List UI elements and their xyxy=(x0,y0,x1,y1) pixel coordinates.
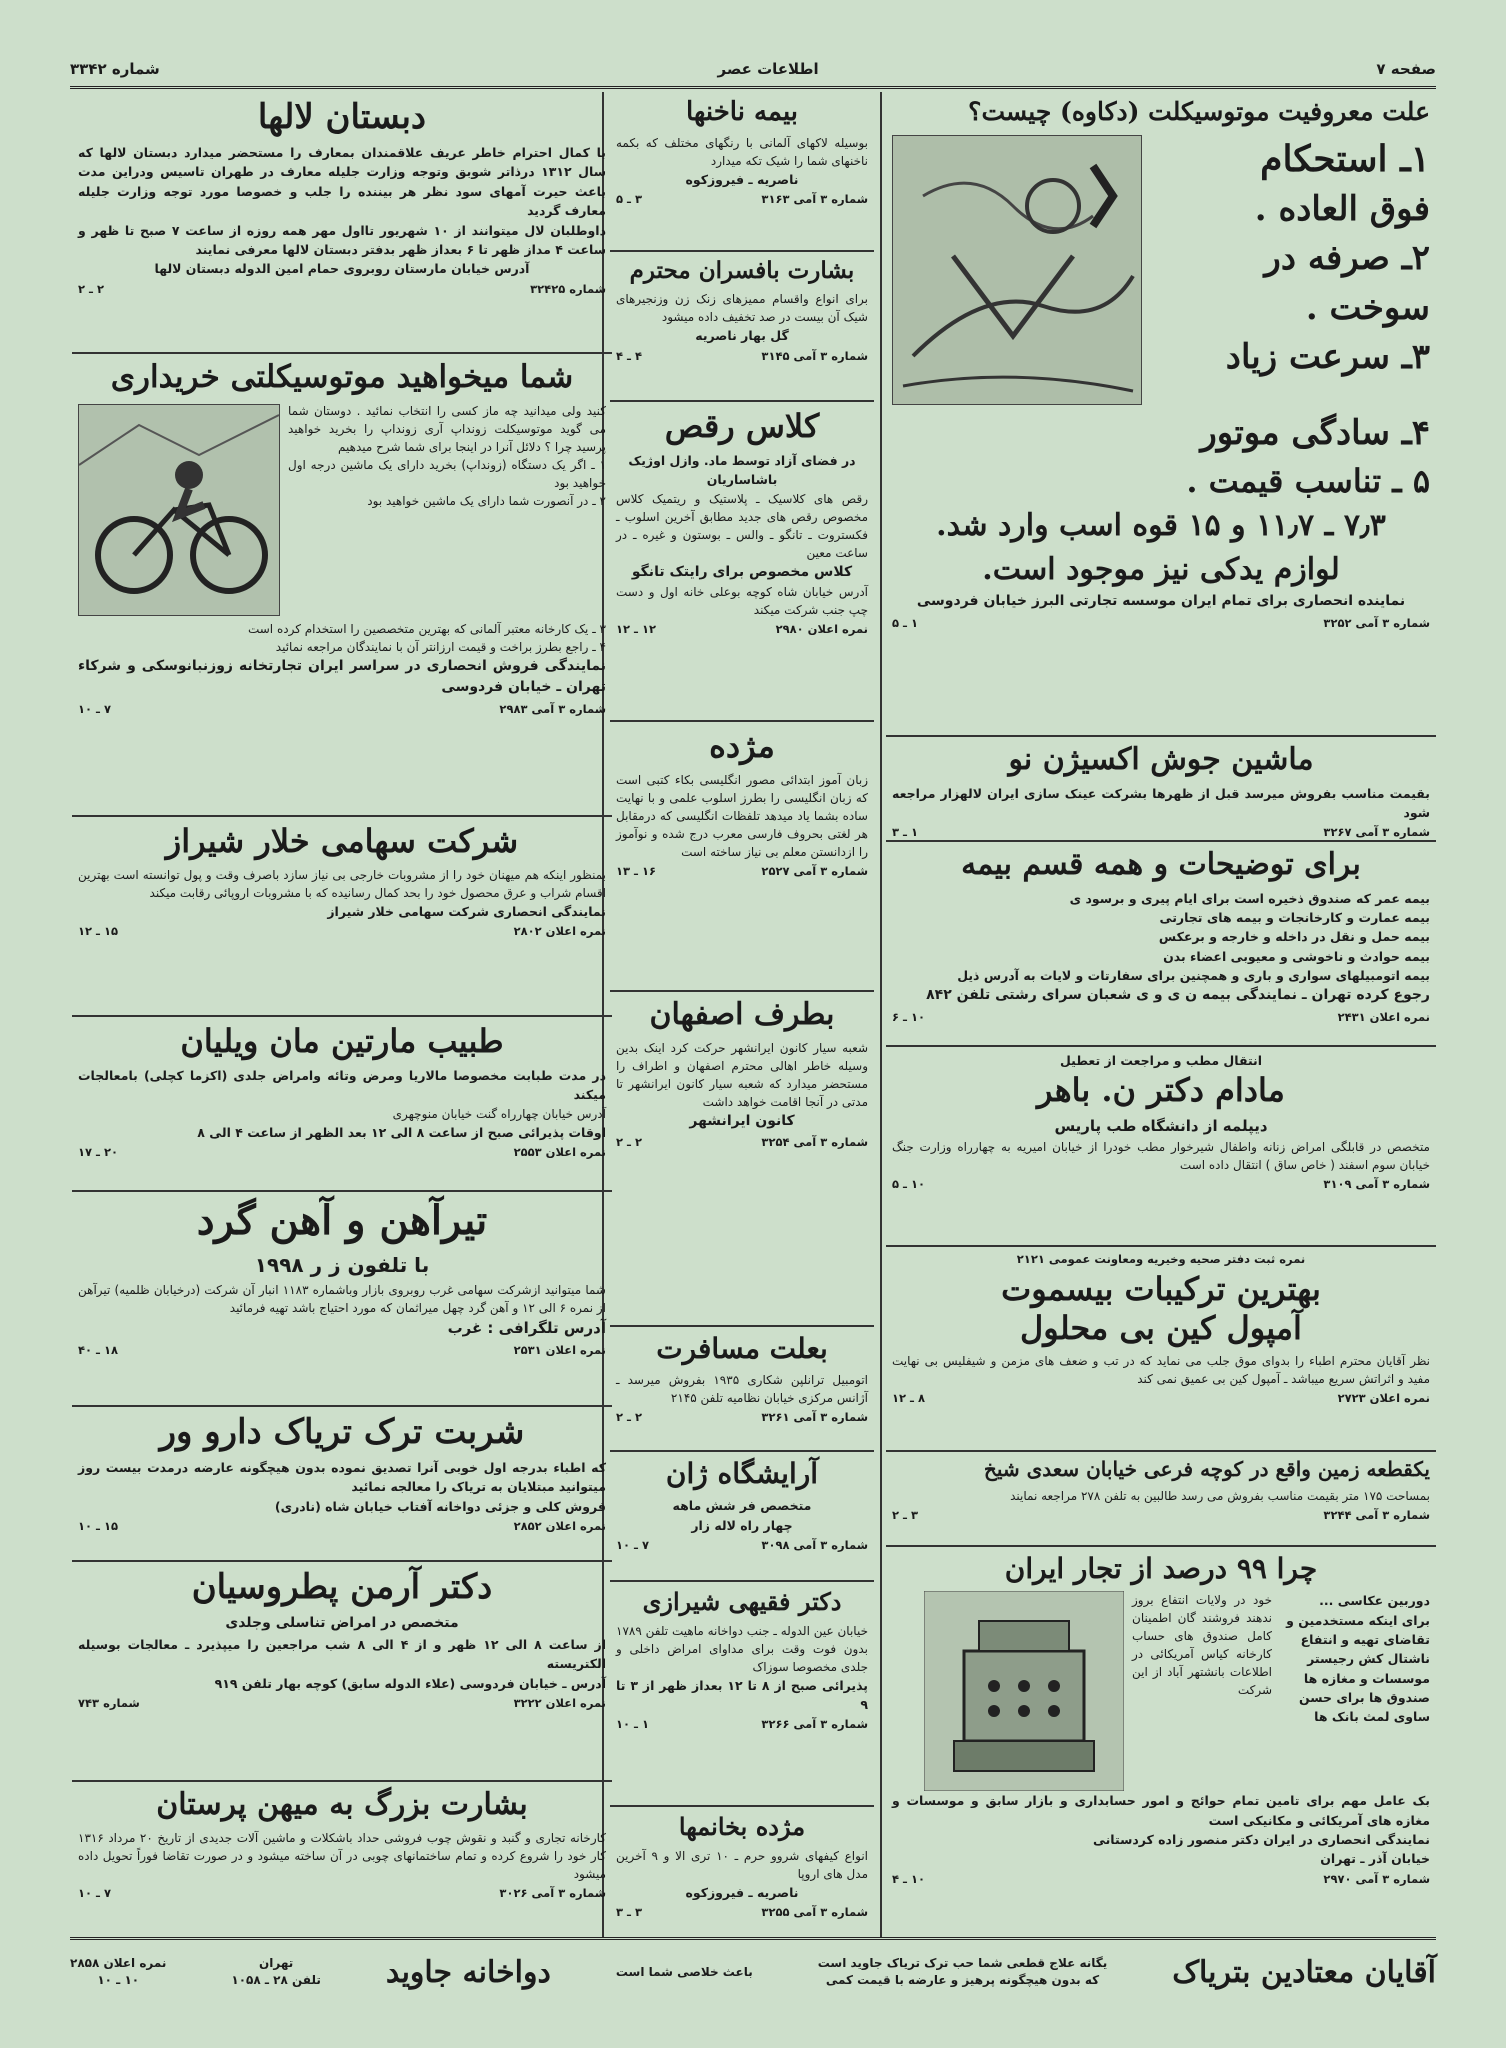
ad-footer xyxy=(616,864,868,878)
ad-number: نمره اعلان ۲۵۳۱ xyxy=(513,1343,606,1358)
ad-officers xyxy=(610,252,874,402)
ad-footer xyxy=(616,1905,868,1919)
ad-code: ۳ ـ ۲ xyxy=(892,1508,919,1522)
feature-line: ۲ـ صرفه در xyxy=(1264,238,1430,279)
ad-number: نمره اعلان ۲۷۲۳ xyxy=(1337,1391,1430,1406)
reason-item: ۳ ـ یک کارخانه معتبر آلمانی که بهترین متخصصین را استخدام کرده است xyxy=(247,621,606,636)
ad-dr-martin xyxy=(72,1017,612,1192)
address-line: آدرس ـ خیابان فردوسی (علاء الدوله سابق) کوچه بهار تلفن ۹۱۹ xyxy=(214,1675,606,1691)
ad-code: ۳ ـ ۳ xyxy=(616,1904,643,1919)
ad-number: شماره ۳ آمی ۳۰۲۶ xyxy=(499,1885,606,1900)
column-rule xyxy=(880,92,882,1938)
ad-title: چرا ۹۹ درصد از تجار ایران xyxy=(1004,1552,1318,1585)
ad-footer xyxy=(616,1410,868,1424)
ad-footer xyxy=(78,1696,606,1710)
ad-code: ۱۶ ـ ۱۳ xyxy=(616,863,657,878)
ad-code: ۴ ـ ۴ xyxy=(616,348,643,363)
ad-text: کارخانه تجاری و گنبد و نقوش چوب فروشی حداد باشکلات و ماشین آلات جدیدی از تاریخ ۲۰ مرداد ۱۳۱۶ کار خود را شروع کرده و تمام ساختمانهای چوبی در آن ساخته میشود و در صورت تقاضا فوراً تحویل داده میشود xyxy=(78,1830,606,1881)
ad-footer xyxy=(78,1145,606,1159)
address-line: گل بهار ناصریه xyxy=(695,328,789,344)
ad-text: بوسیله لاکهای آلمانی با رنگهای مختلف که بکمه ناخنهای شما را شیک تکه میدارد xyxy=(616,135,868,168)
ad-number: شماره ۳ آمی ۳۱۰۹ xyxy=(1323,1177,1430,1192)
ad-code: ۱۰ ـ ۶ xyxy=(892,1010,926,1025)
ad-title: بشارت بافسران محترم xyxy=(629,257,855,284)
feature-line: ۱ـ استحکام xyxy=(1260,137,1430,180)
ad-title: یکقطعه زمین واقع در کوچه فرعی خیابان سعدی شیخ xyxy=(983,1457,1430,1481)
ad-title: بشارت بزرگ به میهن پرستان xyxy=(156,1787,528,1822)
reason-item: ۲ ـ در آنصورت شما دارای یک ماشین خواهید بود xyxy=(367,493,606,508)
newspaper-name: اطلاعات عصر xyxy=(717,60,819,78)
side-line: صندوق ها برای حسن xyxy=(1299,1690,1430,1706)
reason-item: ۴ ـ راجع بطرز براخت و قیمت ارزانتر آن با نمایندگان مراجعه نمائید xyxy=(275,639,606,654)
ad-footer xyxy=(892,825,1430,839)
address-line: آدرس خیابان شاه کوچه بوعلی خانه اول و دست چپ جنب شرکت میکند xyxy=(616,585,868,618)
ad-footer xyxy=(78,702,606,716)
ad-number: نمره اعلان ۲۴۳۱ xyxy=(1337,1010,1430,1025)
ad-number: شماره ۳ آمی ۲۵۲۷ xyxy=(761,863,868,878)
ad-text: بقیمت مناسب بفروش میرسد قبل از ظهرها بشرکت عینک سازی ایران لالهزار مراجعه شود xyxy=(892,785,1430,820)
ad-note: نمره ثبت دفتر صحیه وخیریه ومعاونت عمومی ۲۱۲۱ xyxy=(1016,1252,1306,1266)
ad-footer xyxy=(78,282,606,296)
ad-bismuth xyxy=(886,1247,1436,1452)
insurance-item: بیمه اتومبیلهای سواری و باری و همچنین برای سفارتات و لایات به آدرس ذیل xyxy=(957,968,1430,983)
ad-motorcycle-dakaveh xyxy=(886,92,1436,737)
page-header xyxy=(70,52,1436,89)
ad-iron-beams xyxy=(72,1192,612,1407)
ad-lala-school xyxy=(72,92,612,354)
ad-number: شماره ۳ آمی ۳۲۵۵ xyxy=(761,1904,868,1919)
banner-middle xyxy=(818,1955,1108,1989)
ad-title: دبستان لالها xyxy=(257,97,427,137)
ad-text: متخصص در قابلگی امراض زنانه واطفال شیرخوار مطب خودرا از خیابان امیریه به چهارراه وزارت جنگ خیابان سوم اسفند ( خاص ساق ) انتقال داده است xyxy=(892,1140,1430,1173)
ad-isfahan xyxy=(610,992,874,1327)
reason-item: ۱ ـ اگر یک دستگاه (زونداپ) بخرید دارای یک ماشین درجه اول خواهید بود xyxy=(288,457,606,490)
ad-footer xyxy=(892,1508,1430,1522)
feature-line: سوخت . xyxy=(1305,287,1430,328)
ad-code: ۳ ـ ۵ xyxy=(616,192,643,207)
insurance-item: بیمه حمل و نقل در داخله و خارجه و برعکس xyxy=(1158,929,1430,945)
bottom-banner-ad xyxy=(70,1937,1436,2004)
ad-welding-machine xyxy=(886,737,1436,842)
ad-title: بطرف اصفهان xyxy=(649,997,835,1032)
ad-text: از ساعت ۸ الی ۱۲ ظهر و از ۴ الی ۸ شب مراجعین را میپذیرد ـ معالجات بوسیله الکتریسته xyxy=(78,1636,606,1672)
feature-line: ۳ـ سرعت زیاد xyxy=(1225,336,1430,377)
ad-title-secondary: آمپول کین بی محلول xyxy=(1020,1308,1302,1347)
address-line: ناصریه ـ فیروزکوه xyxy=(685,1884,799,1900)
ad-title: طبیب مارتین مان ویلیان xyxy=(180,1022,504,1060)
ad-footer xyxy=(616,1135,868,1149)
ad-zundapp xyxy=(72,354,612,817)
rider-illustration xyxy=(892,135,1142,405)
side-line: موسسات و مغازه ها xyxy=(1303,1670,1430,1686)
ad-code: شماره ۷۴۳ xyxy=(78,1695,140,1710)
ad-number: شماره ۳ آمی ۳۰۹۸ xyxy=(761,1537,868,1552)
ad-code: ۲۰ ـ ۱۷ xyxy=(78,1144,119,1159)
ad-number: شماره ۳ آمی ۳۲۶۷ xyxy=(1323,825,1430,840)
ad-number: شماره ۳ آمی ۳۲۵۲ xyxy=(1323,616,1430,631)
ad-cash-register xyxy=(886,1547,1436,1938)
ad-code: ۷ ـ ۱۰ xyxy=(78,1885,112,1900)
column-middle xyxy=(610,92,874,1938)
ad-dr-armen xyxy=(72,1562,612,1782)
ad-text: با کمال احترام خاطر عریف علاقمندان بمعارف را مستحضر میدارد دبستان لالها که سال ۱۳۱۲ درذاتر شوبق وتوجه وزارت جلیله معارف در طهران تاسیس ودراین مدت باعث حیرت آمهای سود نظر هر بیننده را جلب و خصوصا مورد توجه وزارت جلیله معارف گردید xyxy=(78,145,607,219)
ad-opium-syrup xyxy=(72,1407,612,1562)
ad-title: برای توضیحات و همه قسم بیمه xyxy=(961,847,1361,882)
banner-headline: آقایان معتادین بتریاک xyxy=(1172,1954,1436,1990)
pharmacy-contact xyxy=(231,1955,320,1989)
ad-ladies xyxy=(610,1807,874,1938)
ad-code: ۱ ـ ۵ xyxy=(892,616,919,631)
ad-text: بمساحت ۱۷۵ متر بقیمت مناسب بفروش می رسد طالبین به تلفن ۲۷۸ مراجعه نمایند xyxy=(1010,1489,1430,1503)
ad-note: انتقال مطب و مراجعت از تعطیل xyxy=(1059,1053,1263,1068)
ad-text: شعبه سیار کانون ایرانشهر حرکت کرد اینک بدین وسیله خاطر اهالی محترم اصفهان و اطراف را مستحضر میدارد که شعبه سیار کانون ایرانشهر تا مدتی در آنجا اقامت خواهد داشت xyxy=(616,1040,868,1109)
ad-salon-jean xyxy=(610,1452,874,1582)
ad-title: بعلت مسافرت xyxy=(656,1332,828,1365)
banner-text: یگانه علاج قطعی شما حب ترک تریاک جاوید است xyxy=(817,1956,1108,1971)
agent-line: نمایندگی فروش انحصاری در سراسر ایران تجارتخانه زوزنبانوسکی و شرکاء تهران ـ خیابان فردوسی xyxy=(78,657,606,696)
ad-title: مژده xyxy=(709,727,775,765)
ad-footer xyxy=(616,1538,868,1552)
phone-line: با تلفون ز ر ۱۹۹۸ xyxy=(254,1253,430,1277)
ad-code: ۱۵ ـ ۱۲ xyxy=(78,924,119,939)
contact-line: رجوع کرده تهران ـ نمایندگی بیمه ن ی و ی شعبان سرای رشتی تلفن ۸۴۲ xyxy=(926,987,1430,1004)
ad-code: ۱۲ ـ ۱۲ xyxy=(616,622,657,637)
column-left xyxy=(72,92,612,1938)
ad-footer xyxy=(78,1343,606,1357)
ad-footer xyxy=(892,1872,1430,1886)
ad-number: نمره اعلان ۲۹۸۰ xyxy=(775,622,868,637)
address-line: آدرس خیابان چهارراه گنت خیابان منوچهری xyxy=(392,1106,606,1121)
ad-footer xyxy=(78,924,606,938)
ad-text: نظر آقایان محترم اطباء را بدوای موق جلب می نماید که در تب و ضعف های مزمن و شیفلیس بی نهایت مفید و اثراتش سریع میباشد ـ آمپول کین بی عمیق نمی کند xyxy=(892,1354,1430,1387)
banner-text: که بدون هیچگونه پرهیز و عارضه با قیمت کمی xyxy=(825,1973,1100,1987)
ad-number: نمره اعلان ۲۸۵۸ xyxy=(70,1956,167,1971)
pharmacy-name: دواخانه جاوید xyxy=(385,1954,551,1990)
ad-khollar-wine xyxy=(72,817,612,1017)
ad-text: متخصص فر شش ماهه xyxy=(672,1498,812,1514)
ad-title: کلاس رقص xyxy=(664,407,820,445)
ad-title: ماشین جوش اکسیژن نو xyxy=(1008,742,1314,777)
ad-number: شماره ۳ آمی ۳۱۶۳ xyxy=(761,192,868,207)
ad-text: کنید ولی میدانید چه ماز کسی را انتخاب نمائید . دوستان شما می گوید موتوسیکلت زونداپ آری زونداپ را بخرید خواهید پرسید چرا ؟ دلائل آنرا در اینجا برای شما شرح میدهیم xyxy=(288,403,606,454)
ad-code: ۱۵ ـ ۱۰ xyxy=(78,1519,119,1534)
side-line: ساوی لمث بانک ها xyxy=(1314,1709,1430,1725)
feature-line: ۴ـ سادگی موتور xyxy=(1200,412,1430,453)
ad-text-secondary: بک عامل مهم برای تامین تمام حوائج و امور حسابداری و بازار سابق و موسسات و مغازه های آمریکائی و مکانیکی است xyxy=(892,1793,1430,1828)
ad-text: بمنظور اینکه هم میهنان خود را از مشروبات خارجی بی نیاز سازد باصرف وقت و پول توانسته است بهترین اقسام شراب و عرق محصول خود را بحد کمال رسانیده که با مشروبات اروپائی رقابت میکند xyxy=(78,867,606,900)
ad-land xyxy=(886,1452,1436,1547)
ad-footer xyxy=(78,1886,606,1900)
ad-nails xyxy=(610,92,874,252)
ad-subtitle: متخصص در امراض تناسلی وجلدی xyxy=(225,1615,459,1632)
ad-footer xyxy=(892,1010,1430,1024)
agent-line: نمایندگی انحصاری در ایران دکتر منصور زاده کردستانی xyxy=(1092,1831,1430,1847)
ad-number: نمره اعلان ۳۲۲۲ xyxy=(513,1695,606,1710)
ad-code: ۱۰ ـ ۱۰ xyxy=(97,1973,140,1987)
ad-good-news-patriots xyxy=(72,1782,612,1938)
banner-footer xyxy=(70,1955,166,1989)
phone: تلفن ۲۸ ـ ۱۰۵۸ xyxy=(231,1973,321,1987)
ad-text: برای انواع واقسام ممیزهای زنک زن وزنجیرهای شیک آن بیست در صد تخفیف داده میشود xyxy=(616,292,868,325)
ad-travel xyxy=(610,1327,874,1452)
ad-subtitle: دیپلمه از دانشگاه طب پاریس xyxy=(1054,1117,1268,1136)
ad-text: خیابان عین الدوله ـ جنب دواخانه ماهیت تلفن ۱۷۸۹ بدون فوت وقت برای مداوای امراض داخلی و جلدی مخصوصا سوزاک xyxy=(616,1623,868,1674)
ad-text: انواع کیفهای شروو حرم ـ ۱۰ تری الا و ۹ آخرین مدل های اروپا xyxy=(616,1848,868,1881)
ad-side-list xyxy=(1280,1591,1430,1791)
feature-line: فوق العاده . xyxy=(1254,188,1430,229)
ad-title: مژده بخانمها xyxy=(678,1812,806,1841)
ad-text: زبان آموز ابتدائی مصور انگلیسی بکاء کتبی است که زبان انگلیسی را بطرز اسلوب علمی و با نهایت ساده بشما یاد میدهد تلفظات انگلیسی که درمقابل هر لغتی بحروف فارسی معرب درج شده و نوآموز را ازدانستن معلم بی نیاز ساخته است xyxy=(616,772,868,859)
ad-footer xyxy=(78,1519,606,1533)
ad-code: ۲ ـ ۲ xyxy=(616,1135,643,1150)
ad-madam-baher xyxy=(886,1047,1436,1247)
address-line: ناصریه ـ فیروزکوه xyxy=(685,171,799,187)
ad-code: ۲ ـ ۲ xyxy=(78,281,105,296)
ad-title: تیرآهن و آهن گرد xyxy=(196,1197,488,1244)
ad-number: نمره اعلان ۲۵۵۳ xyxy=(513,1144,606,1159)
ad-number: شماره ۳ آمی ۳۲۶۱ xyxy=(761,1410,868,1425)
ad-number: نمره اعلان ۲۸۰۲ xyxy=(513,924,606,939)
side-line: تقاضای تهیه و انتفاع xyxy=(1300,1631,1430,1647)
ad-signature: کانون ایرانشهر xyxy=(689,1112,795,1129)
ad-footer xyxy=(892,1177,1430,1191)
ad-text: که اطباء بدرجه اول خوبی آنرا تصدیق نموده بدون هیچگونه عارضه درمدت بیست روز میتوانید مبتلایان به تریاک را معالجه نمائید xyxy=(78,1460,606,1495)
address-line: خیابان آذر ـ تهران xyxy=(1320,1851,1430,1867)
ad-number: شماره ۳ آمی ۳۲۴۴ xyxy=(1323,1508,1430,1522)
ad-title: دکتر آرمن پطروسیان xyxy=(191,1567,493,1607)
ad-code: ۱۸ ـ ۴۰ xyxy=(78,1343,119,1358)
ad-title: بیمه ناخنها xyxy=(685,97,799,127)
column-right xyxy=(886,92,1436,1938)
ad-title: آرایشگاه ژان xyxy=(665,1457,819,1490)
ad-title: شما میخواهید موتوسیکلتی خریداری xyxy=(110,359,574,395)
ad-dance-class xyxy=(610,402,874,722)
ad-number: شماره ۳ آمی ۳۲۵۴ xyxy=(761,1135,868,1150)
ad-code: ۲ ـ ۲ xyxy=(616,1410,643,1425)
address-line: چهار راه لاله زار xyxy=(691,1517,793,1533)
ad-code: ۱ ـ ۳ xyxy=(892,825,919,840)
banner-text: باعث خلاصی شما است xyxy=(615,1964,753,1979)
insurance-item: بیمه عمر که صندوق ذخیره است برای ایام پیری و برسود ی xyxy=(1069,890,1430,906)
ad-footer xyxy=(892,616,1430,630)
ad-footer xyxy=(616,192,868,206)
ad-text: شما میتوانید ازشرکت سهامی غرب روبروی بازار وباشماره ۱۱۸۳ انبار آن شرکت (درخیابان ظلمیه) تیرآهن از نمره ۶ الی ۱۲ و آهن گرد چهل میراثمان که مورد احتیاج باشد تهیه فرمائید xyxy=(78,1283,606,1315)
hours-line: پذیرائی صبح از ۸ تا ۱۲ بعداز ظهر از ۳ تا ۹ xyxy=(616,1677,868,1712)
ad-code: ۷ ـ ۱۰ xyxy=(616,1537,650,1552)
hours-line: اوقات پذیرائی صبح از ساعت ۸ الی ۱۲ بعد الظهر از ساعت ۴ الی ۸ xyxy=(197,1124,606,1140)
ad-code: ۷ ـ ۱۰ xyxy=(78,702,112,717)
ad-title: شربت ترک تریاک دارو ور xyxy=(159,1412,525,1452)
ad-text: خود در ولایات انتفاع بروز ندهند فروشند گان اطمینان کامل صندوق های حساب کارخانه کیاس آمریکائی در اطلاعات بانشتهر آباد از این شرکت xyxy=(1132,1593,1272,1698)
ad-insurance xyxy=(886,842,1436,1047)
issue-number: شماره ۳۳۴۲ xyxy=(70,60,160,78)
side-line: برای اینکه مستخدمین و xyxy=(1286,1612,1430,1628)
side-line: ناشتال کش رجیستر xyxy=(1307,1651,1430,1667)
ad-code: ۱ ـ ۱۰ xyxy=(616,1717,650,1732)
ad-code: ۱۰ ـ ۵ xyxy=(892,1177,926,1192)
motorcycle-illustration xyxy=(78,404,280,616)
ad-title: مادام دکتر ن. باهر xyxy=(1037,1071,1285,1110)
ad-footer xyxy=(616,1717,868,1731)
insurance-item: بیمه حوادث و ناخوشی و معیوبی اعضاء بدن xyxy=(1163,948,1430,964)
hp-line: ۷٫۳ ـ ۱۱٫۷ و ۱۵ قوه اسب وارد شد. xyxy=(936,508,1386,544)
side-line: دوربین عکاسی ... xyxy=(1319,1593,1430,1609)
ad-code: ۱۰ ـ ۴ xyxy=(892,1871,926,1886)
ad-number: شماره ۳ آمی ۲۹۸۳ xyxy=(499,702,606,717)
ad-dr-faqihi xyxy=(610,1582,874,1807)
ad-text: رقص های کلاسیک ـ پلاستیک و ریتمیک کلاس مخصوص رقص های جدید مطابق آخرین اسلوب ـ فکستروت ـ تانگو ـ والس ـ بوستون و غیره ـ در ساعت معین xyxy=(616,491,868,560)
ad-subtitle: در فضای آزاد توسط ماد. وازل اوژیک باشاساریان xyxy=(628,452,856,488)
ad-title: دکتر فقیهی شیرازی xyxy=(642,1587,842,1616)
ad-text: اتومبیل ترانلپن شکاری ۱۹۳۵ بفروش میرسد ـ آژانس مرکزی خیابان نظامیه تلفن ۲۱۴۵ xyxy=(616,1373,868,1406)
address-line: آدرس خیابان مارستان روبروی حمام امین الدوله دبستان لالها xyxy=(154,261,530,277)
ad-code: ۸ ـ ۱۲ xyxy=(892,1391,926,1406)
cash-register-illustration xyxy=(924,1591,1124,1791)
ad-title: شرکت سهامی خلار شیراز xyxy=(165,822,519,860)
ad-number: شماره ۳ آمی ۲۹۷۰ xyxy=(1323,1871,1430,1886)
ad-number: شماره ۳۲۴۲۵ xyxy=(530,281,606,296)
agent-line: نماینده انحصاری برای تمام ایران موسسه تجارتی البرز خیابان فردوسی xyxy=(916,593,1406,610)
spare-parts-line: لوازم یدکی نیز موجود است. xyxy=(982,551,1340,587)
city: تهران xyxy=(259,1956,294,1971)
page-label: صفحه ۷ xyxy=(1376,60,1436,78)
ad-number: نمره اعلان ۲۸۵۲ xyxy=(513,1519,606,1534)
telegraph-address: آدرس تلگرافی : غرب xyxy=(447,1319,606,1337)
address-line: فروش کلی و جزئی دواخانه آفتاب خیابان شاه (نادری) xyxy=(274,1498,606,1514)
ad-body xyxy=(892,1591,1430,1791)
ad-highlight: نمایندگی انحصاری شرکت سهامی خلار شیراز xyxy=(327,903,606,919)
ad-footer xyxy=(616,622,868,636)
ad-number: شماره ۳ آمی ۳۲۶۶ xyxy=(761,1717,868,1732)
ad-number: شماره ۳ آمی ۳۱۴۵ xyxy=(761,348,868,363)
ad-text: در مدت طبابت مخصوصا مالاریا ومرض وتائه وامراض جلدی (اکزما کچلی) بامعالجات میکند xyxy=(78,1067,606,1103)
ad-highlight: کلاس مخصوص برای رایتک تانگو xyxy=(631,563,853,580)
ad-footer xyxy=(616,349,868,363)
feature-line: ۵ ـ تناسب قیمت . xyxy=(1186,462,1430,501)
ad-text-secondary: داوطلبان لال میتوانند از ۱۰ شهریور تااول مهر همه روزه از ساعت ۷ صبح تا ظهر و ساعت ۴ مداز ظهر تا ۶ بعداز ظهر بدفتر دبستان لالها معرفی نمایند xyxy=(78,222,607,257)
ad-footer xyxy=(892,1391,1430,1405)
ad-english-book xyxy=(610,722,874,992)
ad-title: علت معروفیت موتوسیکلت (دکاوه) چیست؟ xyxy=(968,97,1430,126)
insurance-item: بیمه عمارت و کارخانجات و بیمه های تجارتی xyxy=(1159,909,1430,925)
ad-title: بهترین ترکیبات بیسموت xyxy=(1001,1269,1321,1308)
